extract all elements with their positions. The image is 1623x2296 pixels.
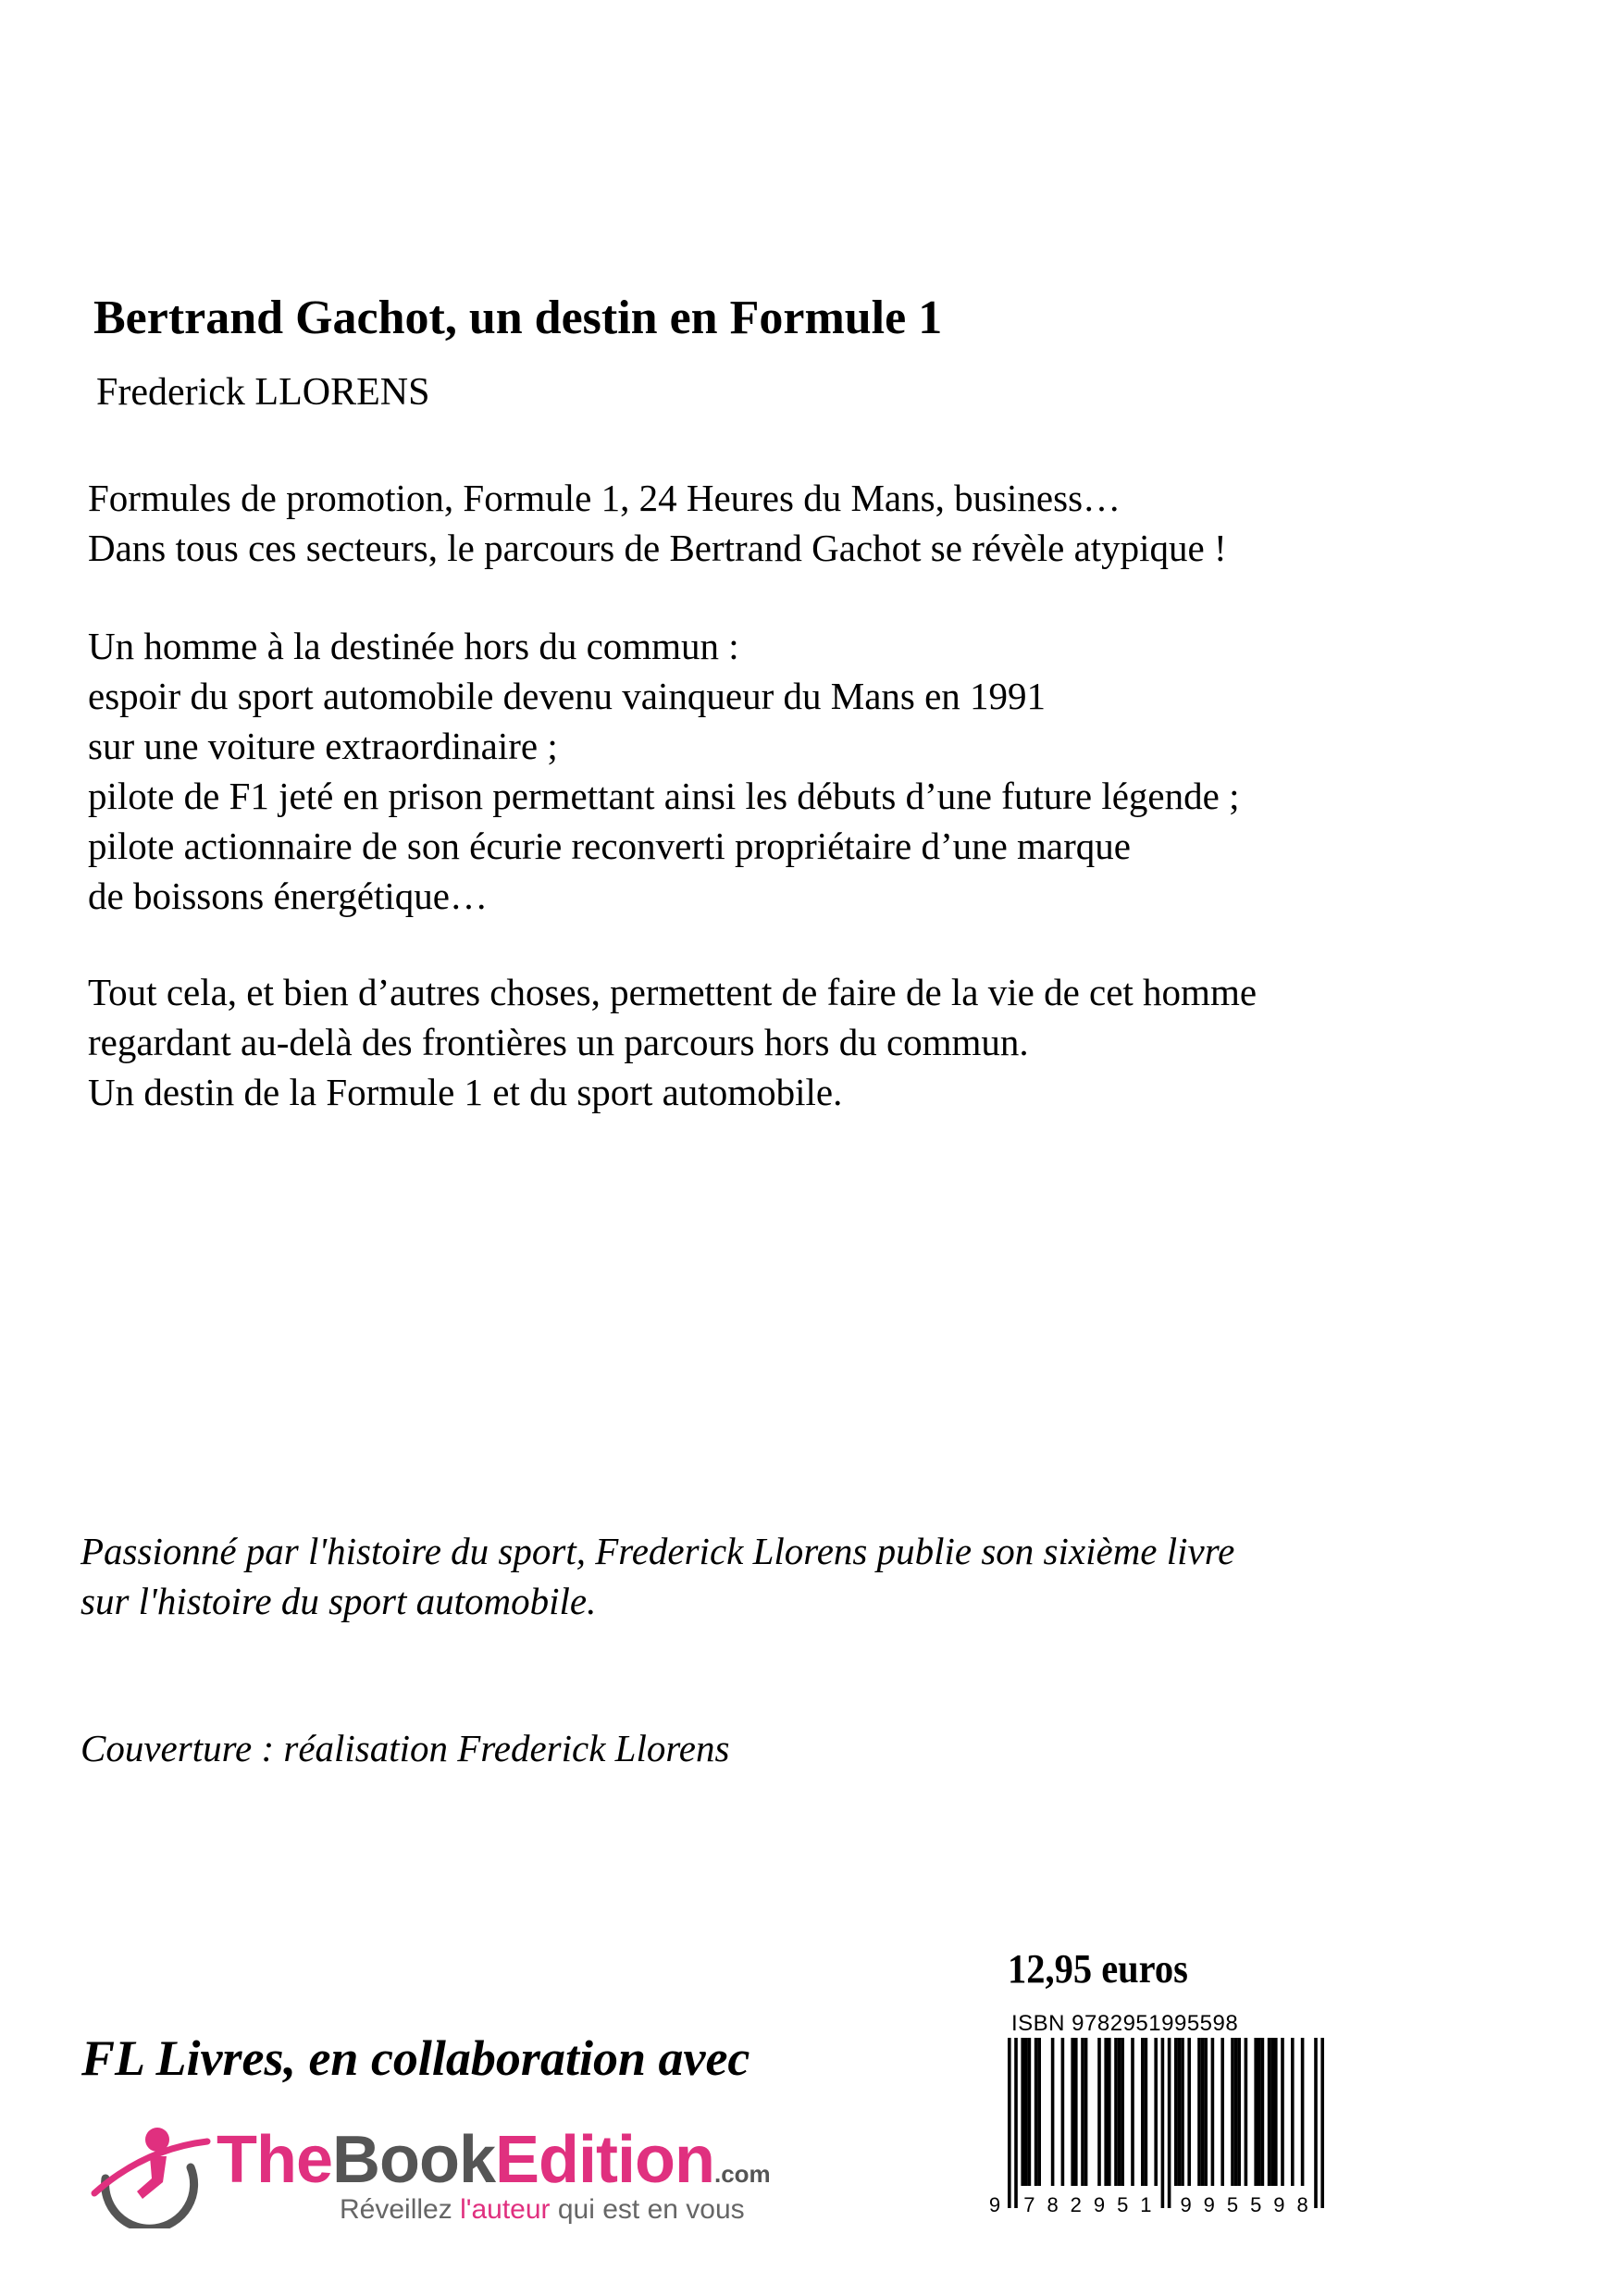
barcode-digit: 8 xyxy=(1296,2193,1308,2215)
author-bio xyxy=(81,1526,1234,1626)
barcode-bar xyxy=(1168,2038,1171,2208)
barcode-digit: 9 xyxy=(1203,2193,1215,2215)
barcode-bar xyxy=(1071,2038,1074,2186)
price-label: 12,95 euros xyxy=(1008,1946,1188,1992)
barcode-bar xyxy=(1074,2038,1078,2186)
barcode-bar xyxy=(1061,2038,1065,2186)
barcode-bar xyxy=(1281,2038,1284,2186)
blurb-paragraph-3 xyxy=(88,967,1257,1117)
barcode-digit: 9 xyxy=(1273,2193,1285,2215)
blurb-line: Tout cela, et bien d’autres choses, permettent de faire de la vie de cet homme xyxy=(88,971,1258,1013)
blurb-line: sur une voiture extraordinaire ; xyxy=(88,725,558,767)
blurb-line: de boissons énergétique… xyxy=(88,875,488,917)
barcode-digit: 9 xyxy=(1180,2193,1192,2215)
barcode-bar xyxy=(1204,2038,1208,2186)
blurb-line: Un homme à la destinée hors du commun : xyxy=(88,625,739,667)
blurb-line: Un destin de la Formule 1 et du sport automobile. xyxy=(88,1071,843,1113)
publisher-line: FL Livres, en collaboration avec xyxy=(81,2030,750,2086)
barcode-digit: 5 xyxy=(1250,2193,1262,2215)
barcode-bar xyxy=(1178,2038,1182,2186)
barcode-digits xyxy=(989,2193,1308,2215)
barcode-bar xyxy=(1234,2038,1238,2186)
barcode-bar xyxy=(1254,2038,1258,2186)
barcode-bar xyxy=(1097,2038,1101,2186)
barcode-bar xyxy=(1270,2038,1274,2186)
barcode-bar xyxy=(1021,2038,1024,2186)
barcode-bar xyxy=(1014,2038,1018,2208)
barcode-bar xyxy=(1121,2038,1124,2186)
barcode-bar xyxy=(1131,2038,1134,2186)
barcode-bar xyxy=(1274,2038,1278,2186)
cover-credit: Couverture : réalisation Frederick Llorens xyxy=(81,1727,730,1769)
barcode-digit: 2 xyxy=(1070,2193,1082,2215)
barcode-bar xyxy=(1081,2038,1084,2186)
book-title: Bertrand Gachot, un destin en Formule 1 xyxy=(93,292,943,344)
barcode-bar xyxy=(1201,2038,1205,2186)
barcode-bar xyxy=(1197,2038,1201,2186)
blurb-paragraph-2 xyxy=(88,621,1239,921)
bio-line: Passionné par l'histoire du sport, Frederick Llorens publie son sixième livre xyxy=(81,1530,1235,1572)
barcode-bar xyxy=(1258,2038,1261,2186)
logo-word-the: The xyxy=(217,2123,333,2197)
barcode-bar xyxy=(1261,2038,1265,2186)
barcode-digit: 8 xyxy=(1047,2193,1059,2215)
barcode-bar xyxy=(1024,2038,1028,2186)
barcode-digit: 5 xyxy=(1117,2193,1129,2215)
logo-tagline xyxy=(340,2196,745,2224)
barcode-bar xyxy=(1231,2038,1234,2186)
barcode-bar xyxy=(1118,2038,1121,2186)
barcode-bar xyxy=(1237,2038,1241,2186)
barcode-bar xyxy=(1291,2038,1295,2186)
logo-word-edition: Edition xyxy=(495,2123,714,2197)
isbn-barcode xyxy=(985,2038,1343,2215)
barcode-bars xyxy=(1008,2038,1324,2208)
blurb-line: Formules de promotion, Formule 1, 24 Heures du Mans, business… xyxy=(88,477,1121,519)
logo-word-book: Book xyxy=(332,2123,496,2197)
barcode-bar xyxy=(1320,2038,1324,2208)
barcode-bar xyxy=(1161,2038,1165,2208)
barcode-digit: 5 xyxy=(1226,2193,1239,2215)
barcode-bar xyxy=(1037,2038,1041,2186)
blurb-line: regardant au-delà des frontières un parcours hors du commun. xyxy=(88,1021,1029,1063)
book-author: Frederick LLORENS xyxy=(96,371,430,414)
barcode-bar xyxy=(1220,2038,1224,2186)
barcode-bar xyxy=(1268,2038,1271,2186)
barcode-bar xyxy=(1051,2038,1055,2186)
barcode-bar xyxy=(1181,2038,1184,2186)
barcode-bar xyxy=(1084,2038,1088,2186)
barcode-bar xyxy=(1114,2038,1118,2186)
blurb-paragraph-1 xyxy=(88,473,1227,573)
tagline-highlight: l'auteur xyxy=(460,2194,551,2225)
thebookedition-logo xyxy=(217,2123,771,2197)
barcode-bar xyxy=(1145,2038,1148,2186)
tagline-start: Réveillez xyxy=(340,2194,461,2225)
barcode-bar xyxy=(1104,2038,1108,2186)
isbn-label: ISBN 9782951995598 xyxy=(1011,2011,1239,2036)
barcode-bar xyxy=(1301,2038,1305,2186)
bio-line: sur l'histoire du sport automobile. xyxy=(81,1580,597,1622)
logo-dotcom: .com xyxy=(713,2160,771,2188)
barcode-bar xyxy=(1245,2038,1248,2186)
blurb-line: pilote de F1 jeté en prison permettant ainsi les débuts d’une future légende ; xyxy=(88,775,1240,817)
barcode-bar xyxy=(1314,2038,1318,2208)
barcode-bar xyxy=(1187,2038,1191,2186)
barcode-bar xyxy=(1008,2038,1011,2208)
barcode-digit: 7 xyxy=(1023,2193,1035,2215)
blurb-line: pilote actionnaire de son écurie reconverti propriétaire d’une marque xyxy=(88,825,1131,867)
blurb-line: espoir du sport automobile devenu vainqueur du Mans en 1991 xyxy=(88,675,1047,717)
barcode-bar xyxy=(1154,2038,1158,2186)
barcode-bar xyxy=(1108,2038,1111,2186)
blurb-line: Dans tous ces secteurs, le parcours de Bertrand Gachot se révèle atypique ! xyxy=(88,527,1227,569)
barcode-digit: 9 xyxy=(988,2193,1001,2215)
barcode-bar xyxy=(1028,2038,1032,2186)
person-circle-logo-icon xyxy=(89,2121,213,2228)
barcode-digit: 9 xyxy=(1093,2193,1106,2215)
barcode-digit: 1 xyxy=(1140,2193,1152,2215)
tagline-end: qui est en vous xyxy=(550,2194,745,2225)
barcode-bar xyxy=(1211,2038,1215,2186)
barcode-bar xyxy=(1174,2038,1178,2186)
barcode-bar xyxy=(1141,2038,1145,2186)
barcode-bar xyxy=(1035,2038,1038,2186)
